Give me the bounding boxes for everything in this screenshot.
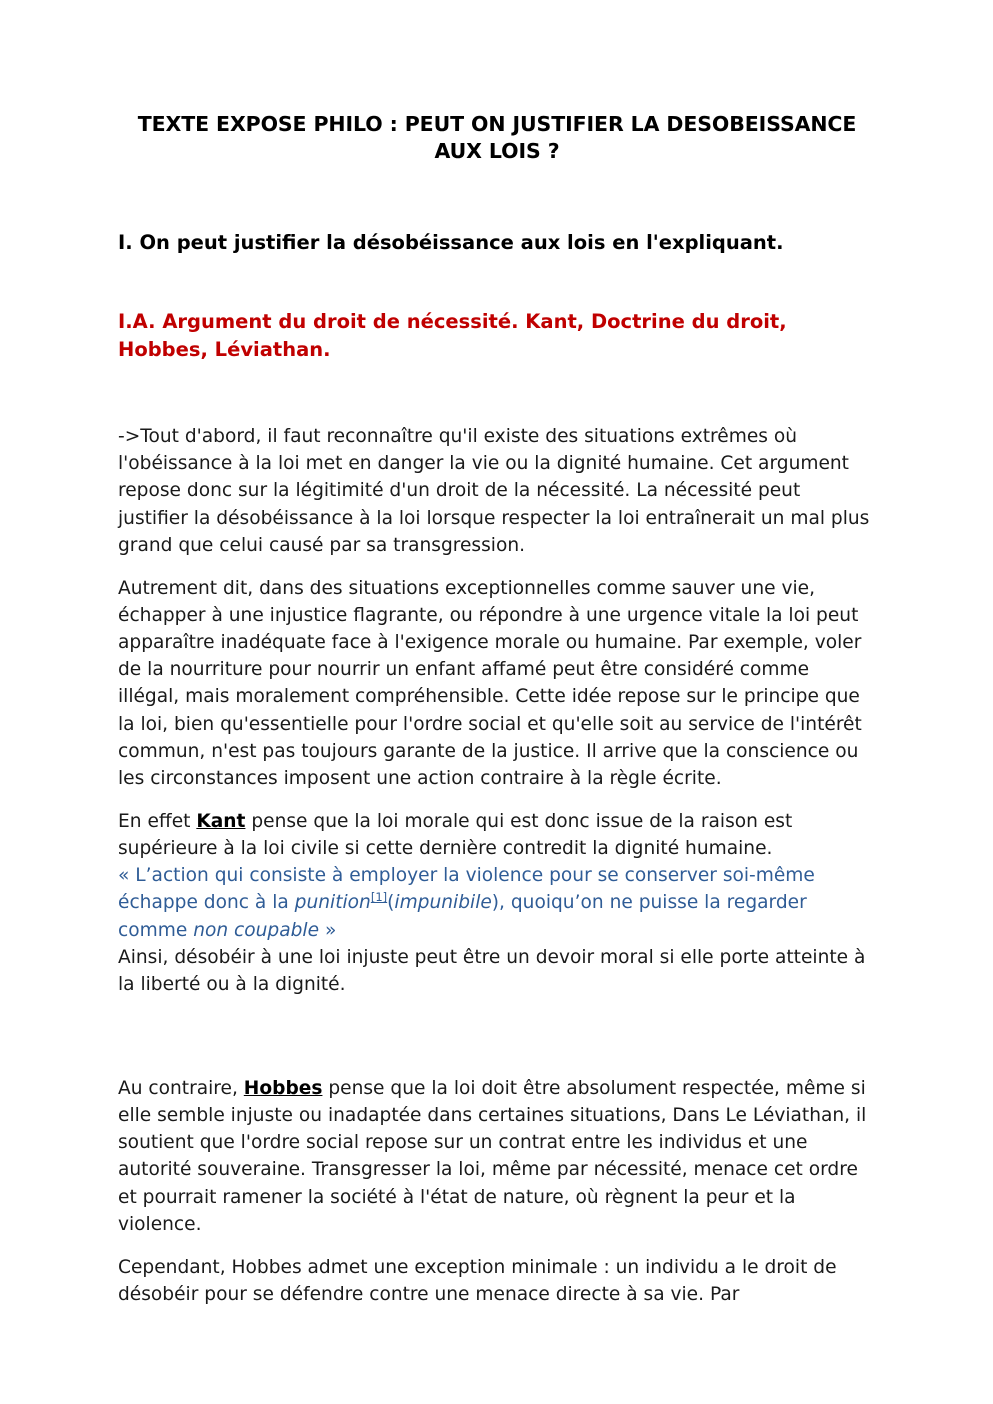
footnote-reference-link[interactable]: [1]	[370, 890, 388, 905]
paragraph-kant	[118, 808, 876, 862]
paragraph-hobbes	[118, 1075, 876, 1238]
hobbes-lead-in: Au contraire,	[118, 1078, 244, 1099]
subsection-heading-ia: I.A. Argument du droit de nécessité. Kant, Doctrine du droit, Hobbes, Léviathan.	[118, 309, 787, 361]
hobbes-statement: pense que la loi doit être absolument respectée, même si elle semble injuste ou inadaptée dans certaines situations, Dans Le Léviathan, il soutient que l'ordre social repose sur un contrat entre les individus et une autorité souveraine. Transgresser la loi, même par nécessité, menace cet ordre et pourrait ramener la société à l'état de nature, où règnent la peur et la violence.	[118, 1078, 867, 1235]
quote-segment-one: « L’action qui consiste à employer la violence pour se conserver soi-même échappe donc à la	[118, 865, 815, 914]
quote-segment-three: »	[319, 919, 337, 941]
kant-lead-in: En effet	[118, 811, 197, 833]
kant-statement: pense que la loi morale qui est donc issue de la raison est supérieure à la loi civile si cette dernière contredit la dignité humaine.	[118, 811, 793, 860]
paragraph-intro-necessity: ->Tout d'abord, il faut reconnaître qu'il existe des situations extrêmes où l'obéissance à la loi met en danger la vie ou la dignité humaine. Cet argument repose donc sur la légitimité d'un droit de la nécessité. La nécessité peut justifier la désobéissance à la loi lorsque respecter la loi entraînerait un mal plus grand que celui causé par sa transgression.	[118, 426, 870, 556]
quote-italic-non-coupable: non coupable	[193, 919, 320, 941]
paragraph-hobbes-exception: Cependant, Hobbes admet une exception minimale : un individu a le droit de désobéir pour se défendre contre une menace directe à sa vie. Par	[118, 1256, 837, 1305]
quote-open-paren: (	[387, 892, 395, 914]
page-title: TEXTE EXPOSE PHILO : PEUT ON JUSTIFIER LA DESOBEISSANCE AUX LOIS ?	[137, 112, 857, 164]
kant-quotation	[118, 862, 876, 943]
quote-segment-two: ), quoiqu’on ne puisse la regarder comme	[118, 892, 807, 941]
quote-italic-punition: punition	[294, 892, 371, 914]
section-heading-one: I. On peut justifier la désobéissance aux lois en l'expliquant.	[118, 230, 784, 254]
kant-author-name: Kant	[196, 811, 246, 833]
document-content	[118, 0, 876, 1308]
quote-italic-impunibile: impunibile	[394, 892, 492, 914]
paragraph-exceptional-situations: Autrement dit, dans des situations exceptionnelles comme sauver une vie, échapper à une injustice flagrante, ou répondre à une urgence vitale la loi peut apparaître inadéquate face à l'exigence morale ou humaine. Par exemple, voler de la nourriture pour nourrir un enfant affamé peut être considéré comme illégal, mais moralement compréhensible. Cette idée repose sur le principe que la loi, bien qu'essentielle pour l'ordre social et qu'elle soit au service de l'intérêt commun, n'est pas toujours garante de la justice. Il arrive que la conscience ou les circonstances imposent une action contraire à la règle écrite.	[118, 577, 862, 789]
hobbes-author-name: Hobbes	[243, 1078, 323, 1099]
paragraph-conclusion-kant: Ainsi, désobéir à une loi injuste peut être un devoir moral si elle porte atteinte à la liberté ou à la dignité.	[118, 946, 866, 995]
